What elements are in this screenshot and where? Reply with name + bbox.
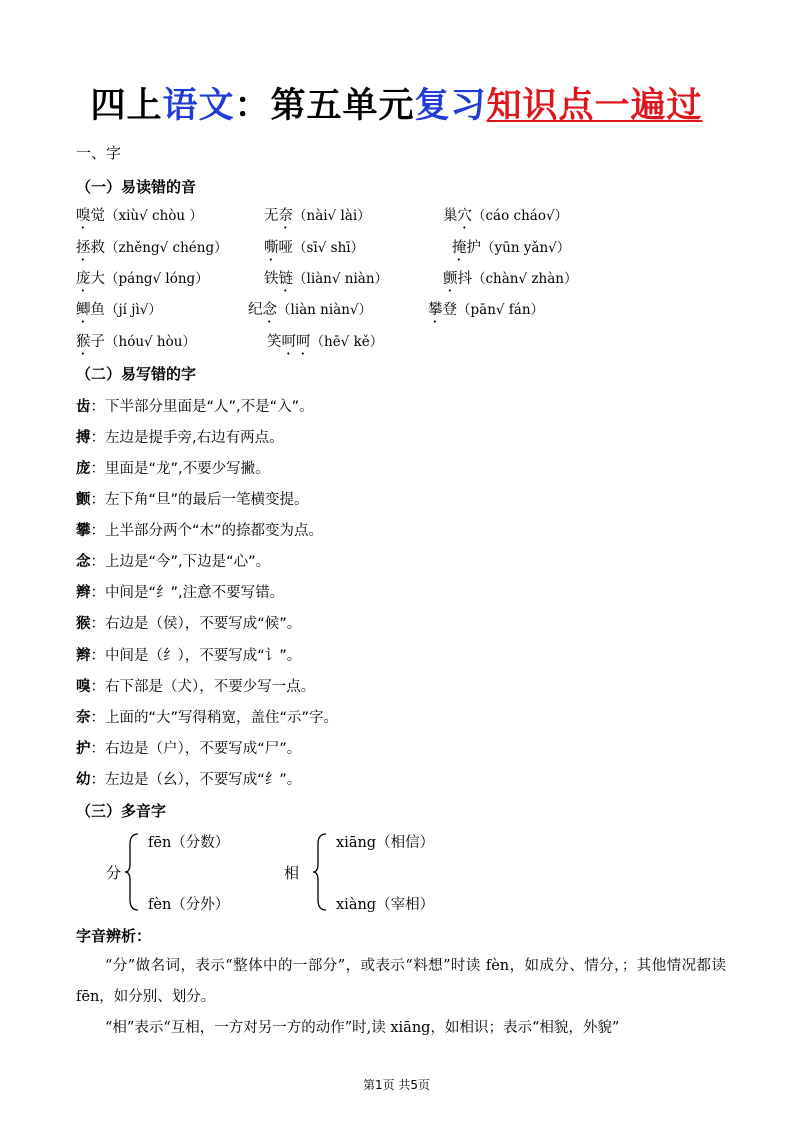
pron-item: 嘶哑（sī√ shī） (264, 240, 365, 256)
pron-item: 鲫鱼（jí jì√） (76, 302, 162, 318)
pron-item: 笑呵呵（hē√ kě） (267, 334, 384, 350)
pron-item: 嗅觉（xiù√ chòu ） (76, 208, 203, 224)
analysis-paragraph-fen: “分”做名词，表示“整体中的一部分”，或表示“料想”时读 fèn，如成分、情分，；其他情况都读 fēn，如分别、划分。 (76, 958, 726, 1005)
writing-item: 幼：左边是（幺），不要写成“纟”。 (76, 772, 302, 788)
brace-icon (124, 832, 140, 912)
subsection-heading-polyphonic: （三）多音字 (76, 802, 167, 820)
title-part-grade: 四上 (90, 86, 163, 126)
subsection-heading-writing: （二）易写错的字 (76, 365, 197, 383)
writing-item: 辫：中间是（纟），不要写成“讠”。 (76, 648, 302, 664)
writing-item: 庞：里面是“龙”,不要少写撇。 (76, 461, 270, 477)
brace-icon (312, 832, 328, 912)
title-part-knowledge: 知识点一遍过 (486, 86, 703, 126)
writing-item: 齿：下半部分里面是“人”,不是“入”。 (76, 399, 314, 415)
poly-char-fen: 分 (106, 864, 122, 882)
title-part-subject: 语文 (162, 86, 235, 126)
pron-item: 铁链（liàn√ niàn） (264, 271, 389, 287)
pron-item: 纪念（liàn niàn√） (248, 302, 373, 318)
pron-item: 巢穴（cáo cháo√） (443, 208, 569, 224)
page-footer: 第1页 共5页 (362, 1078, 431, 1092)
writing-item: 奈：上面的“大”写得稍宽，盖住“示”字。 (76, 710, 339, 726)
pron-item: 颤抖（chàn√ zhàn） (443, 271, 578, 287)
page-title (0, 84, 793, 128)
pron-item: 庞大（páng√ lóng） (76, 271, 209, 287)
writing-item: 嗅：右下部是（犬），不要少写一点。 (76, 679, 316, 695)
poly-xiang-bottom: xiàng（宰相） (336, 897, 435, 913)
title-part-review: 复习 (414, 86, 487, 126)
pron-item: 拯救（zhěng√ chéng） (76, 240, 228, 256)
subsection-heading-pronunciation: （一）易读错的音 (76, 178, 197, 196)
analysis-paragraph-xiang: “相”表示“互相，一方对另一方的动作”时,读 xiāng，如相识；表示“相貌，外貌” (105, 1020, 620, 1036)
poly-char-xiang: 相 (284, 864, 300, 882)
poly-xiang-top: xiāng（相信） (336, 835, 435, 851)
section-heading-characters: 一、字 (76, 144, 122, 162)
writing-item: 护：右边是（户），不要写成“尸”。 (76, 741, 302, 757)
pron-item: 猴子（hóu√ hòu） (76, 334, 196, 350)
writing-item: 辫：中间是“纟”,注意不要写错。 (76, 585, 285, 601)
writing-item: 颤：左下角“旦”的最后一笔横变提。 (76, 492, 309, 508)
pron-item: 无奈（nài√ lài） (264, 208, 371, 224)
poly-fen-bottom: fèn（分外） (148, 897, 230, 913)
pron-item: 掩护（yūn yǎn√） (452, 240, 571, 256)
writing-item: 攀：上半部分两个“木”的捺都变为点。 (76, 523, 324, 539)
writing-item: 搏：左边是提手旁,右边有两点。 (76, 430, 284, 446)
title-part-unit: ：第五单元 (234, 86, 415, 126)
writing-item: 猴：右边是（侯），不要写成“候”。 (76, 616, 302, 632)
writing-item: 念：上边是“今”,下边是“心”。 (76, 554, 271, 570)
analysis-heading: 字音辨析： (76, 927, 152, 945)
pron-item: 攀登（pān√ fán） (428, 302, 545, 318)
poly-fen-top: fēn（分数） (148, 835, 230, 851)
